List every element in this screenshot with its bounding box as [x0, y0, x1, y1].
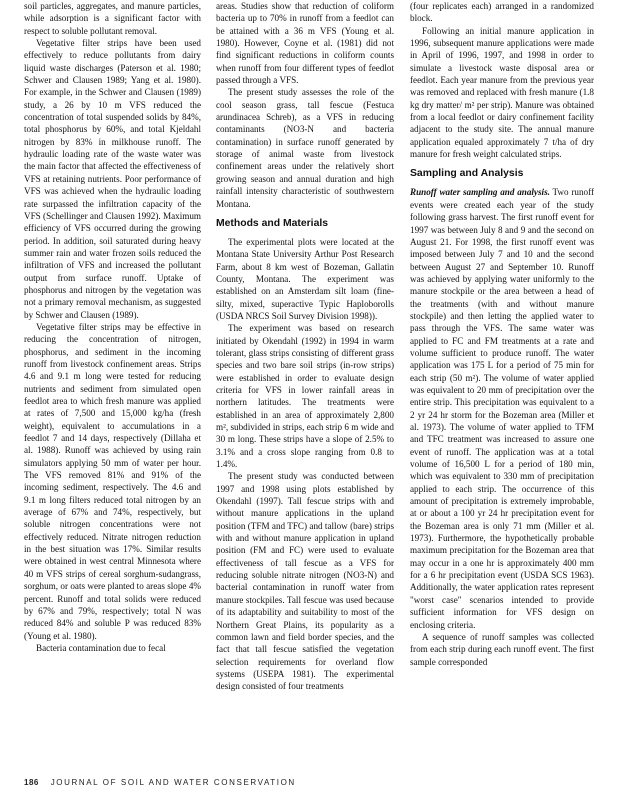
paragraph: The experimental plots were located at the Montana State University Arthur Post Research Farm, about 8 km west of Bozeman, Gallatin County, Montana. The experiment was established on an Amsterdam silt loam (fine-silty, mixed, superactive Typic Haploborolls (USDA NRCS Soil Survey Division 1998)). [216, 236, 394, 321]
subheading-runoff: Runoff water sampling and analysis. [410, 187, 550, 198]
paragraph: The experiment was based on research initiated by Okendahl (1992) in 1994 in warm tolerant, glass strips consisting of different grass species and two bare soil strips (in-row strips) were established in order to evaluate design criteria for VFS in lower rainfall areas in northern latitudes. The treatments were established in an area of approximately 2,800 m², subdivided in strips, each strip 6 m wide and 30 m long. These strips have a slope of 2.5% to 3.1% and a cross slope ranging from 0.8 to 1.4%. [216, 323, 394, 470]
page-number: 186 [24, 778, 39, 787]
paragraph: A sequence of runoff samples was collected from each strip during each runoff event. The first sample corresponded [410, 631, 594, 667]
text-column-middle [216, 0, 394, 693]
paragraph: The present study was conducted between 1997 and 1998 using plots established by Okendahl (1997). Tall fescue strips with and without manure applications in the upland position (TFM and TFC) and tallow (bare) strips with and without manure application in upland position (FM and FC) were used to evaluate effectiveness of tall fescue as a VFS for reducing soluble nitrate nitrogen (NO3-N) and bacterial contamination in runoff water from manure stockpiles. Tall fescue was used because of its adaptability and suitability to most of the Northern Great Plains, its popularity as a common lawn and field border species, and the fact that tall fescue satisfied the vegetation selection requirements for overland flow systems (USEPA 1981). The experimental design consisted of four treatments [216, 471, 394, 692]
paragraph: Bacteria contamination due to fecal [36, 642, 166, 653]
section-heading-sampling: Sampling and Analysis [410, 168, 524, 180]
text-column-left [24, 0, 201, 654]
section-heading-methods: Methods and Materials [216, 217, 329, 229]
paragraph: (four replicates each) arranged in a randomized block. [410, 1, 594, 24]
paragraph: The present study assesses the role of the cool season grass, tall fescue (Festuca arundinacea Schreb), as a VFS in reducing contaminants (NO3-N and bacteria contamination) in surface runoff generated by storage of animal waste from livestock confinement areas under the relatively short growing season and annual duration and high rainfall intensity characteristic of southwestern Montana. [216, 87, 394, 209]
page-footer [24, 778, 296, 787]
paragraph: soil particles, aggregates, and manure particles, while adsorption is a significant factor with respect to soluble pollutant removal. [24, 1, 201, 36]
paragraph: areas. Studies show that reduction of coliform bacteria up to 70% in runoff from a feedlot can be attained with a 36 m VFS (Young et al. 1980). However, Coyne et al. (1981) did not find significant reductions in coliform counts when runoff from four different types of feedlot passed through a VFS. [216, 1, 394, 86]
paragraph: Following an initial manure application in 1996, subsequent manure applications were made in April of 1996, 1997, and 1998 in order to simulate a livestock waste disposal area or feedlot. Each year manure from the previous year was removed and replaced with fresh manure (1.8 kg dry matter/ m² per strip). Manure was obtained from a local feedlot or dairy confinement facility adjacent to the study site. The annual manure application equaled approximately 7 t/ha of dry manure for fresh weight calculated strips. [410, 25, 594, 160]
journal-name: JOURNAL OF SOIL AND WATER CONSERVATION [50, 778, 296, 787]
paragraph: Vegetative filter strips may be effective in reducing the concentration of nitrogen, phosphorus, and sediment in the incoming runoff from livestock confinement areas. Strips 4.6 and 9.1 m long were tested for reducing nutrients and sediment from simulated open feedlot area to which fresh manure was applied at rates of 7,500 and 15,000 kg/ha (fresh weight), equivalent to accumulations in a feedlot 7 and 14 days, respectively (Dillaha et al. 1988). Runoff was achieved by using rain simulators applying 50 mm of water per hour. The VFS removed 81% and 91% of the incoming sediment, respectively. The 4.6 and 9.1 m long filters reduced total nitrogen by an average of 67% and 74%, respectively, but soluble nitrogen concentrations were not effectively reduced. Nitrate nitrogen reduction in the best situation was 17%. Similar results were obtained in west central Minnesota where 40 m VFS strips of cereal sorghum-sudangrass, sorghum, or oats were planted to areas slope 4% percent. Runoff and total solids were reduced by 67% and 79%, respectively; total N was reduced 84% and soluble P was reduced 83% (Young et al. 1980). [24, 321, 201, 641]
paragraph: Vegetative filter strips have been used effectively to reduce pollutants from dairy liquid waste discharges (Paterson et al. 1980; Schwer and Clausen 1989; Yang et al. 1980). For example, in the Schwer and Clausen (1989) study, a 26 by 10 m VFS reduced the concentration of total suspended solids by 84%, total phosphorus by 60%, and total Kjeldahl nitrogen by 83% in milkhouse runoff. The hydraulic loading rate of the waste water was the main factor that affected the effectiveness of VFS at retaining nutrients. Poor performance of VFS was achieved when the hydraulic loading rate surpassed the infiltration capacity of the VFS (Schellinger and Clausen 1992). Maximum efficiency of VFS occurred during the growing period. In addition, soil saturated during heavy summer rain and water frozen soils reduced the infiltration of VFS and increased the pollutant output from surface runoff. Uptake of phosphorus and nitrogen by the vegetation was not a primary removal mechanism, as suggested by Schwer and Clausen (1989). [24, 38, 201, 320]
text-column-right [410, 0, 594, 668]
paragraph-text: Two runoff events were created each year of the study following grass harvest. The first runoff event for 1997 was between July 8 and 9 and the second on August 21. For 1998, the first runoff event was imposed between July 7 and 10 and the second between August 27 and September 10. Runoff was achieved by applying water uniformly to the manure stockpile or the area between a head of the treatments (with and without manure stockpile) and then letting the applied water to pass through the VFS. The same water was applied to FC and FM treatments at a rate and volume sufficient to produce runoff. The water application was 175 L for a period of 75 min for each strip (50 m²). The volume of water applied was equivalent to 20 mm of precipitation over the entire strip. This precipitation was equivalent to a 2 yr 24 hr storm for the Bozeman area (Miller et al. 1973). The volume of water applied to TFM and TFC treatment was increased to assure one event of runoff. The application was at a total volume of 16,500 L for a period of 180 min, which was equivalent to 330 mm of precipitation applied to each strip. The occurrence of this amount of precipitation is extremely improbable, at or about a 100 yr 24 hr precipitation event for the Bozeman area is only 71 mm (Miller et al. 1973). Furthermore, the hypothetically probable maximum precipitation for the Bozeman area that may occur in a one hr is approximately 400 mm for a 6 hr precipitation event (USDA SCS 1963). Additionally, the water application rates represent "worst case" scenarios intended to provide sufficient information for VFS design on enclosing criteria. [410, 187, 594, 630]
